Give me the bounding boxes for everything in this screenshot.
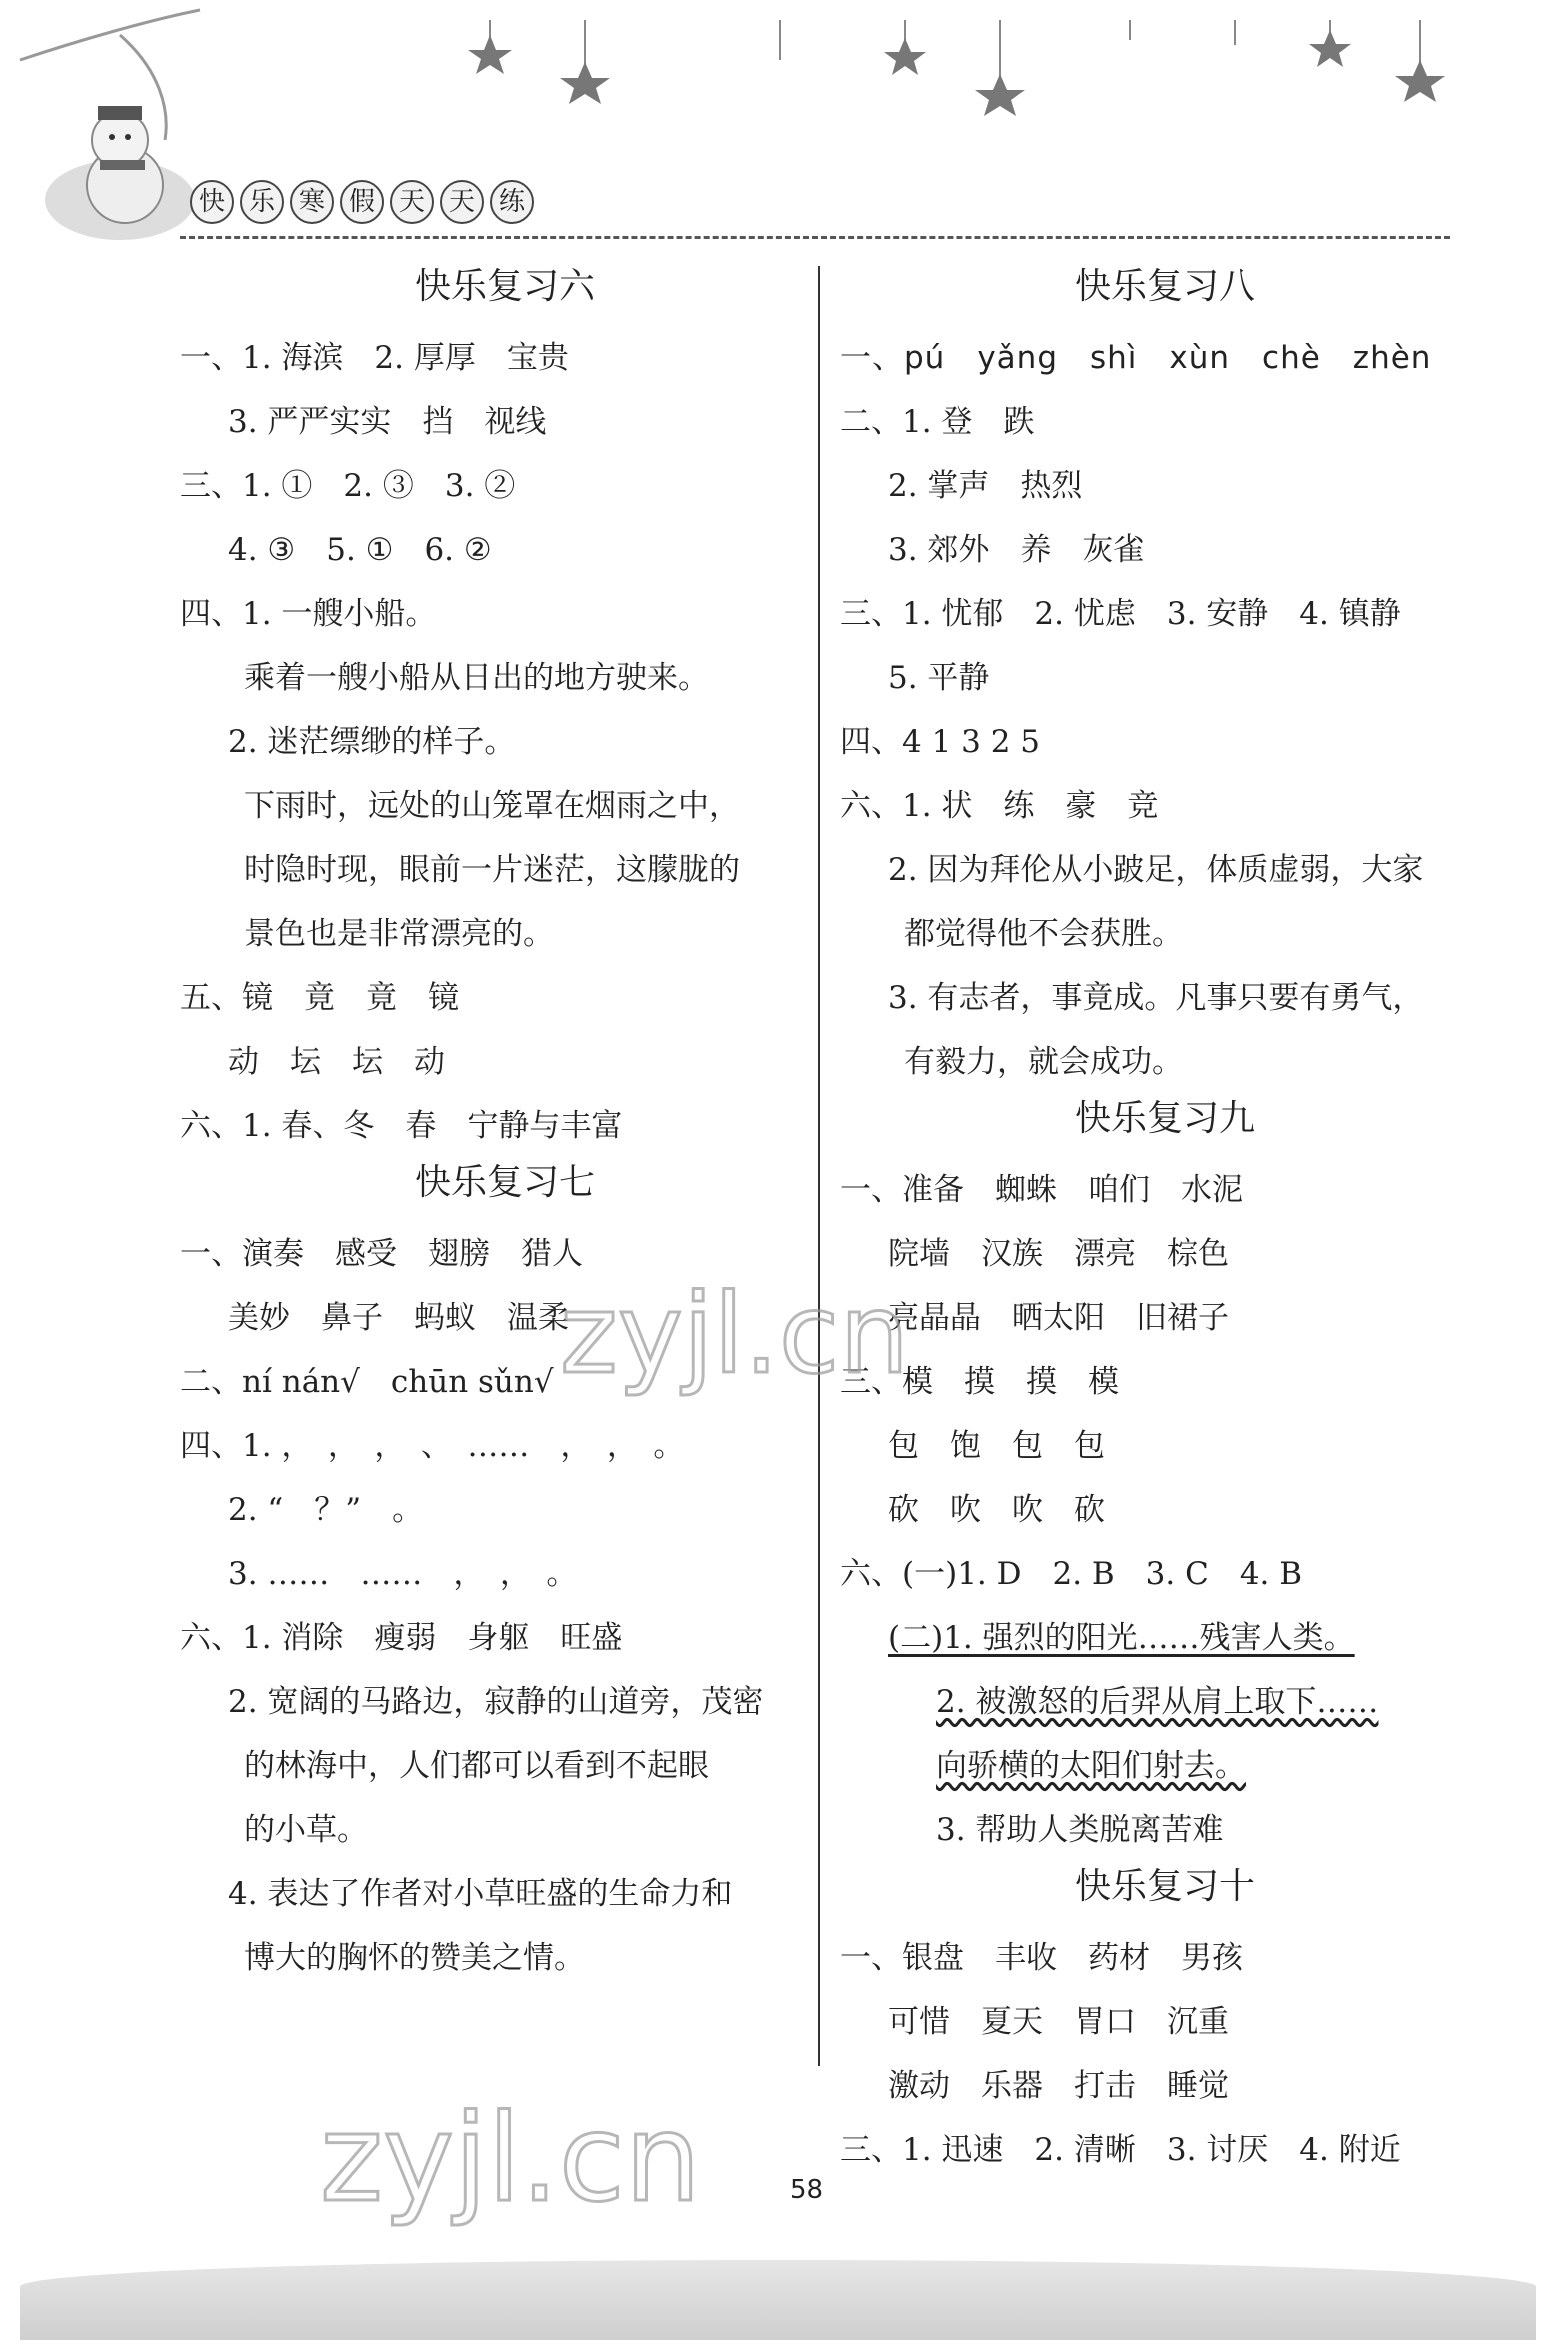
section-title: 快乐复习十 [1074,1866,1255,1907]
footer-snow-hill [20,2260,1536,2340]
watermark-text: zyjl.cn [320,2090,701,2229]
answer-line: 二、ní nán√ chūn sǔn√ [180,1364,554,1400]
answer-line: 四、4 1 3 2 5 [840,724,1041,760]
page-number: 58 [790,2175,824,2205]
answer-line: 三、模 摸 摸 模 [840,1364,1119,1400]
answer-line: 3. 严严实实 挡 视线 [228,404,547,440]
answer-line: 一、演奏 感受 翅膀 猎人 [180,1236,583,1272]
answer-line: 的小草。 [244,1812,368,1848]
answer-line: (二)1. 强烈的阳光……残害人类。 [888,1620,1355,1656]
answer-line: 六、(一)1. D 2. B 3. C 4. B [840,1556,1303,1592]
answer-line: 院墙 汉族 漂亮 棕色 [888,1236,1229,1272]
answer-line: 四、1. 一艘小船。 [180,596,437,632]
answer-line: 亮晶晶 晒太阳 旧裙子 [888,1300,1229,1336]
answer-line: 六、1. 春、冬 春 宁静与丰富 [180,1108,623,1144]
banner-char: 寒 [290,180,334,224]
section-title: 快乐复习八 [1074,266,1255,307]
answer-line: 砍 吹 吹 砍 [888,1492,1105,1528]
snowman-icon [45,106,195,240]
banner-char: 天 [390,180,434,224]
answer-line: 一、1. 海滨 2. 厚厚 宝贵 [180,340,569,376]
answer-line: 下雨时，远处的山笼罩在烟雨之中， [244,788,740,824]
answer-line: 3. 郊外 养 灰雀 [888,532,1145,568]
answer-line: 动 坛 坛 动 [228,1044,445,1080]
banner-char: 快 [190,180,234,224]
answer-line: 4. ③ 5. ① 6. ② [228,532,492,568]
section-title: 快乐复习九 [1074,1098,1255,1139]
answer-line: 2. 因为拜伦从小跛足，体质虚弱，大家 [888,852,1424,888]
answer-line: 激动 乐器 打击 睡觉 [888,2068,1229,2104]
answer-line: 乘着一艘小船从日出的地方驶来。 [244,660,709,696]
page-header [0,0,1556,250]
answer-line: 一、pú yǎng shì xùn chè zhèn [840,340,1432,376]
answer-line: 景色也是非常漂亮的。 [244,916,554,952]
answer-line: 3. 有志者，事竟成。凡事只要有勇气， [888,980,1424,1016]
answer-line: 向骄横的太阳们射去。 [936,1748,1246,1784]
answer-line: 六、1. 状 练 豪 竞 [840,788,1159,824]
answer-line: 的林海中，人们都可以看到不起眼 [244,1748,709,1784]
answer-line: 4. 表达了作者对小草旺盛的生命力和 [228,1876,733,1912]
answer-line: 六、1. 消除 瘦弱 身躯 旺盛 [180,1620,623,1656]
answer-line: 都觉得他不会获胜。 [904,916,1183,952]
answer-line: 2. “ ？” 。 [228,1492,424,1528]
answer-line: 2. 掌声 热烈 [888,468,1083,504]
header-dashed-rule [180,236,1450,239]
answer-line: 三、1. ① 2. ③ 3. ② [180,468,516,504]
watermark-text: zyjl.cn [560,1270,910,1398]
answer-line: 3. …… …… ， ， 。 [228,1556,578,1592]
answer-line: 三、1. 迅速 2. 清晰 3. 讨厌 4. 附近 [840,2132,1401,2168]
answer-line: 三、1. 忧郁 2. 忧虑 3. 安静 4. 镇静 [840,596,1401,632]
answer-line: 四、1. ， ， ， 、 …… ， ， 。 [180,1428,685,1464]
banner-char: 假 [340,180,384,224]
answer-line: 2. 迷茫缥缈的样子。 [228,724,516,760]
answer-line: 2. 被激怒的后羿从肩上取下…… [936,1684,1379,1720]
answer-line: 3. 帮助人类脱离苦难 [936,1812,1224,1848]
right-column [840,262,1490,2182]
answer-line: 二、1. 登 跌 [840,404,1035,440]
header-banner [190,180,534,224]
banner-char: 乐 [240,180,284,224]
banner-char: 天 [440,180,484,224]
answer-line: 时隐时现，眼前一片迷茫，这朦胧的 [244,852,740,888]
answer-line: 美妙 鼻子 蚂蚁 温柔 [228,1300,569,1336]
section-title: 快乐复习七 [414,1162,595,1203]
answer-line: 5. 平静 [888,660,990,696]
answer-line: 五、镜 竟 竟 镜 [180,980,459,1016]
answer-line: 一、银盘 丰收 药材 男孩 [840,1940,1243,1976]
answer-line: 2. 宽阔的马路边，寂静的山道旁，茂密 [228,1684,764,1720]
answer-line: 包 饱 包 包 [888,1428,1105,1464]
left-column [180,262,830,1990]
banner-char: 练 [490,180,534,224]
section-title: 快乐复习六 [414,266,595,307]
answer-line: 一、准备 蜘蛛 咱们 水泥 [840,1172,1243,1208]
answer-line: 有毅力，就会成功。 [904,1044,1183,1080]
answer-line: 可惜 夏天 胃口 沉重 [888,2004,1229,2040]
answer-line: 博大的胸怀的赞美之情。 [244,1940,585,1976]
